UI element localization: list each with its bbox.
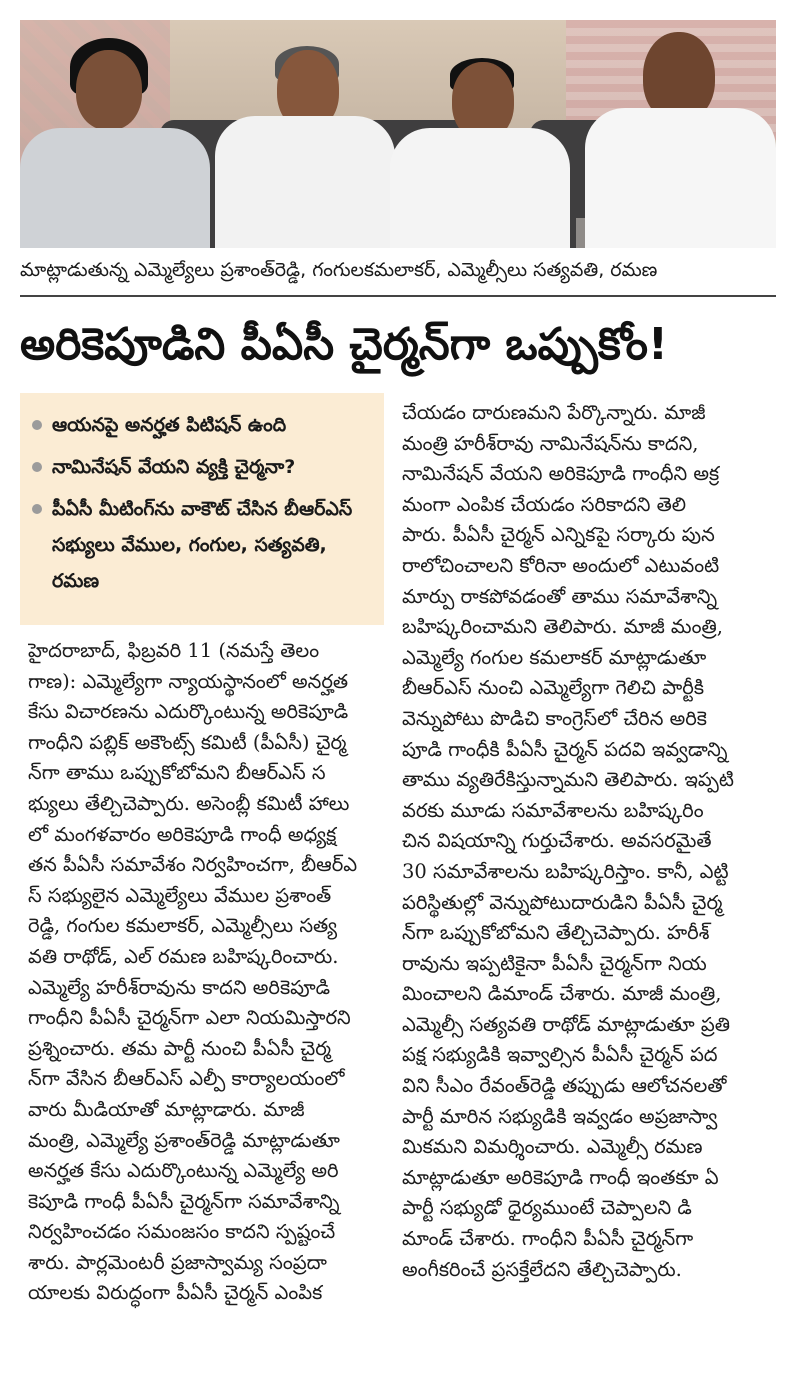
article-line: పరిస్థితుల్లో వెన్నుపోటుదారుడిని పీఏసీ చైర్మ [402,890,723,914]
article-line: విని సీఎం రేవంత్‌రెడ్డి తప్పుడు ఆలోచనలతో [402,1074,727,1098]
article-line: వెన్నుపోటు పొడిచి కాంగ్రెస్‌లో చేరిన అరికె [402,706,707,730]
article-line: యాలకు విరుద్ధంగా పీఏసీ చైర్మన్ ఎంపిక [28,1281,323,1305]
article-line: నామినేషన్ వేయని అరికెపూడి గాంధీని అక్ర [402,462,720,486]
article-line: ప్రశ్నించారు. తమ పార్టీ నుంచి పీఏసీ చైర్మ [28,1036,332,1060]
article-line: మికమని విమర్శించారు. ఎమ్మెల్సీ రమణ [402,1135,703,1159]
article-line: శారు. పార్లమెంటరీ ప్రజాస్వామ్య సంప్రదా [28,1250,327,1274]
photo-person [585,20,776,248]
photo-person [380,20,580,248]
article-line: గాణ): ఎమ్మెల్యేగా న్యాయస్థానంలో అనర్హత [28,669,349,693]
article-line: స్ సభ్యులైన ఎమ్మెల్యేలు వేముల ప్రశాంత్ [28,883,332,907]
article-line: హైదరాబాద్, ఫిబ్రవరి 11 (నమస్తే తెలం [28,639,320,662]
article-line: రెడ్డి, గంగుల కమలాకర్, ఎమ్మెల్సీలు సత్య [28,914,338,938]
article-line: మాట్లాడుతూ అరికెపూడి గాంధీ ఇంతకూ ఏ [402,1165,719,1189]
bullet-icon [32,462,42,472]
highlights-box [20,393,384,625]
article-line: పార్టీ మారిన సభ్యుడికి ఇవ్వడం అప్రజాస్వా [402,1104,718,1128]
highlight-text: నామినేషన్ వేయని వ్యక్తి చైర్మనా? [52,456,296,478]
article-line: బీఆర్‌ఎస్ నుంచి ఎమ్మెల్యేగా గెలిచి పార్టీకి [402,676,705,700]
article-line: న్‌గా వేసిన బీఆర్‌ఎస్ ఎల్పీ కార్యాలయంలో [28,1067,345,1091]
article-line: తాము వ్యతిరేకిస్తున్నామని తెలిపారు. ఇప్పటి [402,768,734,792]
article-line: పార్టీ సభ్యుడో ధైర్యముంటే చెప్పాలని డి [402,1196,692,1220]
article-line: మంత్రి, ఎమ్మెల్యే ప్రశాంత్‌రెడ్డి మాట్లాడుతూ [28,1128,340,1152]
article-line: కేసు విచారణను ఎదుర్కొంటున్న అరికెపూడి [28,700,349,724]
divider [20,295,776,297]
highlight-item [32,491,376,599]
article-column-right [402,398,776,1285]
article-line: చేయడం దారుణమని పేర్కొన్నారు. మాజీ [402,401,706,424]
article-line: 30 సమావేశాలను బహిష్కరిస్తాం. కానీ, ఎట్టి [402,859,729,883]
article-line: పూడి గాంధీకి పీఏసీ చైర్మన్ పదవి ఇవ్వడాన్ని [402,737,728,761]
bullet-icon [32,504,42,514]
article-line: కెపూడి గాంధీ పీఏసీ చైర్మన్‌గా సమావేశాన్ని [28,1189,340,1213]
article-line: ఎమ్మెల్యే హరీశ్‌రావును కాదని అరికెపూడి [28,975,331,999]
article-line: మంగా ఎంపిక చేయడం సరికాదని తెలి [402,492,687,516]
bullet-icon [32,420,42,430]
article-line: గాంధీని పబ్లిక్ అకౌంట్స్ కమిటీ (పీఏసీ) చైర్మ [28,730,347,754]
news-photo [20,20,776,248]
article-line: అంగీకరించే ప్రసక్తేలేదని తేల్చిచెప్పారు. [402,1257,682,1281]
highlight-text: పీఏసీ మీటింగ్‌ను వాకౌట్ చేసిన బీఆర్‌ఎస్ సభ్యులు వేముల, గంగుల, సత్యవతి, రమణ [52,498,353,592]
article-line: భ్యులు తేల్చిచెప్పారు. అసెంబ్లీ కమిటీ హాలు [28,791,350,815]
article-line: అనర్హత కేసు ఎదుర్కొంటున్న ఎమ్మెల్యే అరి [28,1159,339,1183]
article-line: పారు. పీఏసీ చైర్మన్ ఎన్నికపై సర్కారు పున [402,523,715,547]
photo-caption: మాట్లాడుతున్న ఎమ్మెల్యేలు ప్రశాంత్‌రెడ్డి, గంగులకమలాకర్, ఎమ్మెల్సీలు సత్యవతి, రమణ [20,259,658,281]
photo-person [205,20,405,248]
article-line: మార్పు రాకపోవడంతో తాము సమావేశాన్ని [402,584,718,608]
article-line: న్‌గా ఒప్పుకోబోమని తేల్చిచెప్పారు. హరీశ్ [402,921,710,945]
article-line: లో మంగళవారం అరికెపూడి గాంధీ అధ్యక్ష [28,822,337,846]
article-line: తన పీఏసీ సమావేశం నిర్వహించగా, బీఆర్‌ఎ [28,853,358,877]
article-line: చిన విషయాన్ని గుర్తుచేశారు. అవసరమైతే [402,829,712,853]
article-line: పక్ష సభ్యుడికి ఇవ్వాల్సిన పీఏసీ చైర్మన్ పద [402,1043,718,1067]
highlight-item [32,407,376,443]
article-line: మాండ్ చేశారు. గాంధీని పీఏసీ చైర్మన్‌గా [402,1227,694,1251]
article-line: ఎమ్మెల్సీ సత్యవతి రాథోడ్ మాట్లాడుతూ ప్రతి [402,1012,730,1036]
article-line: రాలోచించాలని కోరినా అందులో ఎటువంటి [402,553,720,577]
article-line: మించాలని డిమాండ్ చేశారు. మాజీ మంత్రి, [402,982,722,1006]
highlight-item [32,449,376,485]
article-line: మంత్రి హరీశ్‌రావు నామినేషన్‌ను కాదని, [402,431,699,455]
article-line: రావును ఇప్పటికైనా పీఏసీ చైర్మన్‌గా నియ [402,951,707,975]
article-line: బహిష్కరించామని తెలిపారు. మాజీ మంత్రి, [402,615,723,639]
article-line: వరకు మూడు సమావేశాలను బహిష్కరిం [402,798,704,822]
article-line: ఎమ్మెల్యే గంగుల కమలాకర్ మాట్లాడుతూ [402,645,707,669]
article-line: వారు మీడియాతో మాట్లాడారు. మాజీ [28,1097,305,1121]
highlight-text: ఆయనపై అనర్హత పిటిషన్ ఉంది [52,414,287,436]
article-line: నిర్వహించడం సమంజసం కాదని స్పష్టంచే [28,1220,336,1244]
headline: అరికెపూడిని పీఏసీ చైర్మన్‌గా ఒప్పుకోం! [20,319,668,370]
article-line: న్‌గా తాము ఒప్పుకోబోమని బీఆర్‌ఎస్ స [28,761,326,785]
photo-person [20,20,210,248]
article-column-left [28,636,384,1309]
article-line: వతి రాథోడ్, ఎల్ రమణ బహిష్కరించారు. [28,944,339,968]
article-line: గాంధీని పీఏసీ చైర్మన్‌గా ఎలా నియమిస్తారని [28,1006,351,1030]
